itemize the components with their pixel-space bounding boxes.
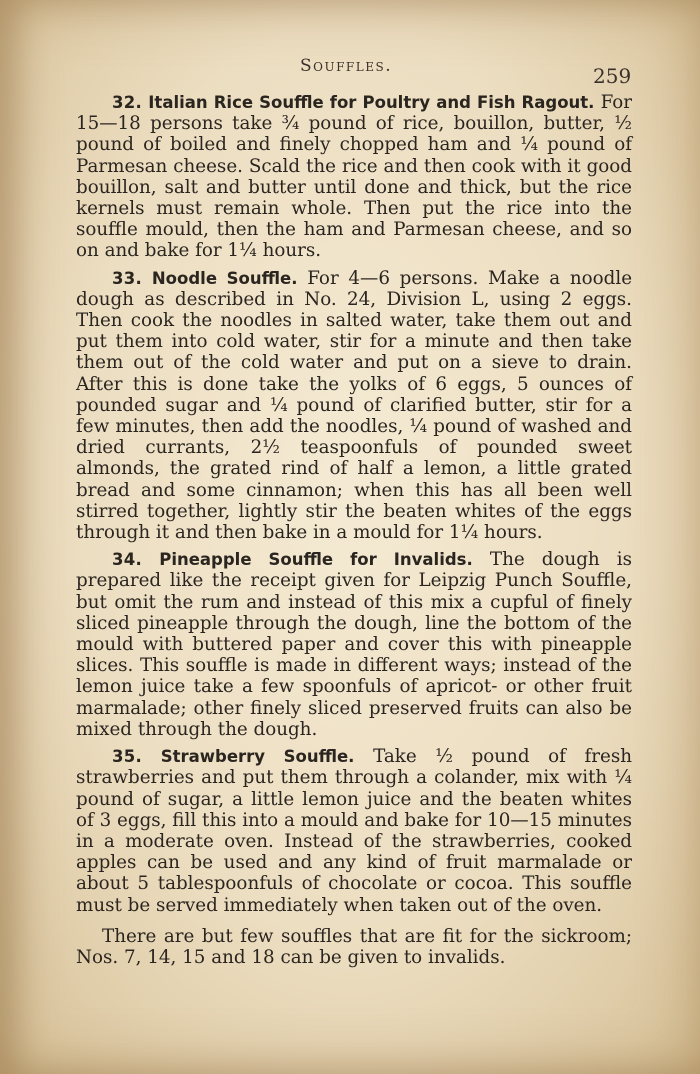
recipe-title: Pineapple Souffle for Invalids. — [159, 550, 473, 570]
recipe-text: For 15—18 persons take ¾ pound of rice, bouillon, butter, ½ pound of boiled and finely chopped ham and ¼ pound of Parmesan cheese. Scald the rice and then cook with it good bouillon, salt and butter until done and thick, but the rice kernels must remain whole. Then put the rice into the souffle mould, then the ham and Parmesan cheese, and so on and bake for 1¼ hours. — [76, 92, 633, 262]
recipe-text: The dough is prepared like the receipt given for Leipzig Punch Souffle, but omit the rum and instead of this mix a cupful of finely sliced pineapple through the dough, line the bottom of the mould with buttered paper and cover this with pineapple slices. This souffle is made in different ways; instead of the lemon juice take a few spoonfuls of apricot- or other fruit marmalade; other finely sliced preserved fruits can also be mixed through the dough. — [76, 549, 633, 740]
recipe-34 — [76, 549, 632, 740]
page-number: 259 — [593, 64, 632, 88]
running-title: Souffles. — [300, 56, 393, 76]
recipe-33 — [76, 268, 632, 544]
recipe-title: Strawberry Souffle. — [160, 747, 355, 767]
page-body — [76, 92, 632, 968]
recipe-number: 35. — [112, 747, 143, 767]
recipe-title: Noodle Souffle. — [151, 268, 298, 288]
recipe-number: 33. — [112, 268, 143, 288]
recipe-text: For 4—6 persons. Make a noodle dough as described in No. 24, Division L, using 2 eggs. Then cook the noodles in salted water, take them out and put them into cold water, stir for a minute and then take them out of the cold water and put on a sieve to drain. After this is done take the yolks of 6 eggs, 5 ounces of pounded sugar and ¼ pound of clarified butter, stir for a few minutes, then add the noodles, ¼ pound of washed and dried currants, 2½ teaspoonfuls of pounded sweet almonds, the grated rind of half a lemon, a little grated bread and some cinnamon; when this has all been well stirred together, lightly stir the beaten whites of the eggs through it and then bake in a mould for 1¼ hours. — [76, 267, 633, 544]
recipe-number: 34. — [112, 550, 143, 570]
recipe-number: 32. — [112, 93, 143, 112]
recipe-35 — [76, 746, 632, 916]
recipe-32 — [76, 92, 632, 262]
invalids-note: There are but few souffles that are fit for the sickroom; Nos. 7, 14, 15 and 18 can be given to invalids. — [76, 925, 632, 968]
recipe-text: Take ½ pound of fresh strawberries and put them through a colander, mix with ¼ pound of sugar, a little lemon juice and the beaten whites of 3 eggs, fill this into a mould and bake for 10—15 minutes in a moderate oven. Instead of the strawberries, cooked apples can be used and any kind of fruit marmalade or about 5 tablespoonfuls of chocolate or cocoa. This souffle must be served immediately when taken out of the oven. — [76, 746, 632, 916]
recipe-title: Italian Rice Souffle for Poultry and Fish Ragout. — [148, 93, 595, 112]
page-header — [0, 52, 700, 88]
